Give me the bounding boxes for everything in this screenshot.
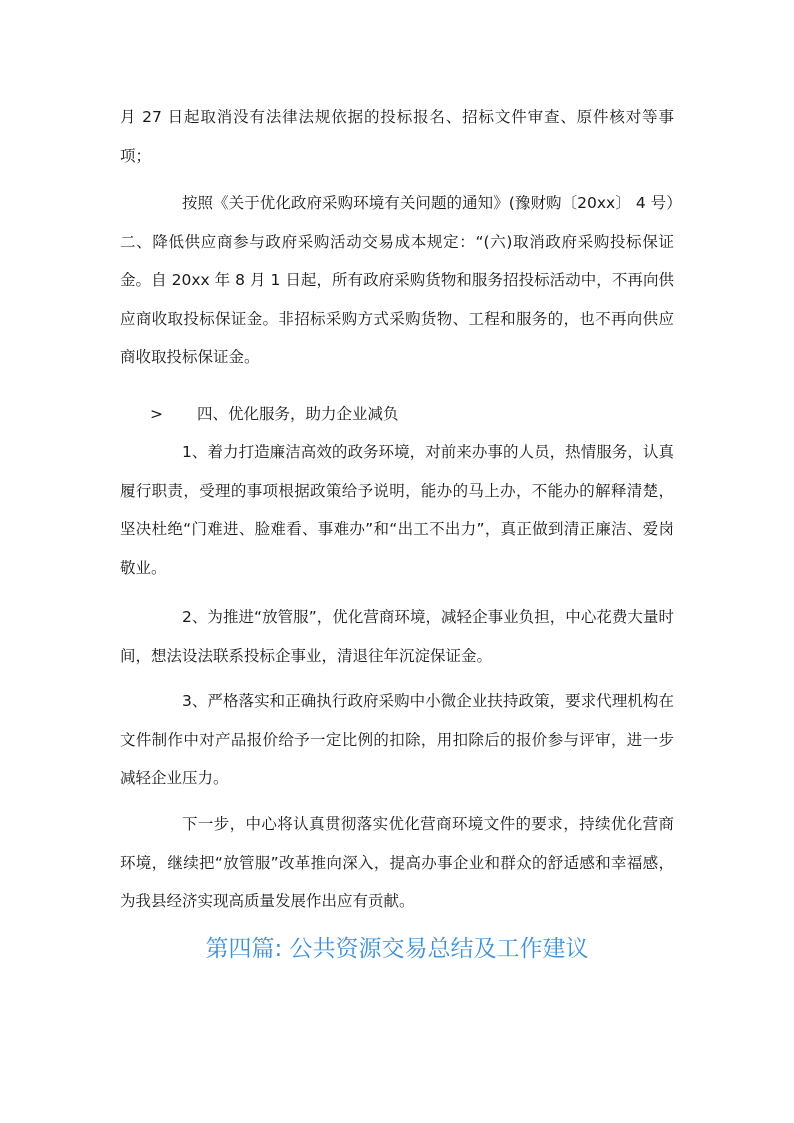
chapter-heading: 第四篇: 公共资源交易总结及工作建议 xyxy=(205,936,589,962)
paragraph-next-steps: 下一步，中心将认真贯彻落实优化营商环境文件的要求，持续优化营商环境，继续把“放管服”改革推向深入，提高办事企业和群众的舒适感和幸福感，为我县经济实现高质量发展作出应有贡献。 xyxy=(120,815,674,911)
bullet-text: 四、优化服务，助力企业减负 xyxy=(197,405,399,423)
paragraph-item-1: 1、着力打造廉洁高效的政务环境，对前来办事的人员，热情服务，认真履行职责，受理的事项根据政策给予说明，能办的马上办，不能办的解释清楚，坚决杜绝“门难进、脸难看、事难办”和“出工不出力”，真正做到清正廉洁、爱岗敬业。 xyxy=(120,443,674,577)
paragraph-item-3: 3、严格落实和正确执行政府采购中小微企业扶持政策，要求代理机构在文件制作中对产品报价给予一定比例的扣除，用扣除后的报价参与评审，进一步减轻企业压力。 xyxy=(120,692,674,788)
paragraph-procedure-removal: 月 27 日起取消没有法律法规依据的投标报名、招标文件审查、原件核对等事项； xyxy=(120,108,674,165)
paragraph-procurement-notice: 按照《关于优化政府采购环境有关问题的通知》(豫财购〔20xx〕 4 号）二、降低供应商参与政府采购活动交易成本规定：“(六)取消政府采购投标保证金。自 20xx 年 8 月 1 日起，所有政府采购货物和服务招投标活动中，不再向供应商收取投标保证金。非招标采购方式采购货物、工程和服务的，也不再向供应商收取投标保证金。 xyxy=(120,194,674,367)
section-heading-optimize-service xyxy=(150,395,399,433)
bullet-marker: > xyxy=(150,405,163,423)
paragraph-item-2: 2、为推进“放管服”，优化营商环境，减轻企事业负担，中心花费大量时间，想法设法联系投标企事业，清退往年沉淀保证金。 xyxy=(120,608,674,665)
